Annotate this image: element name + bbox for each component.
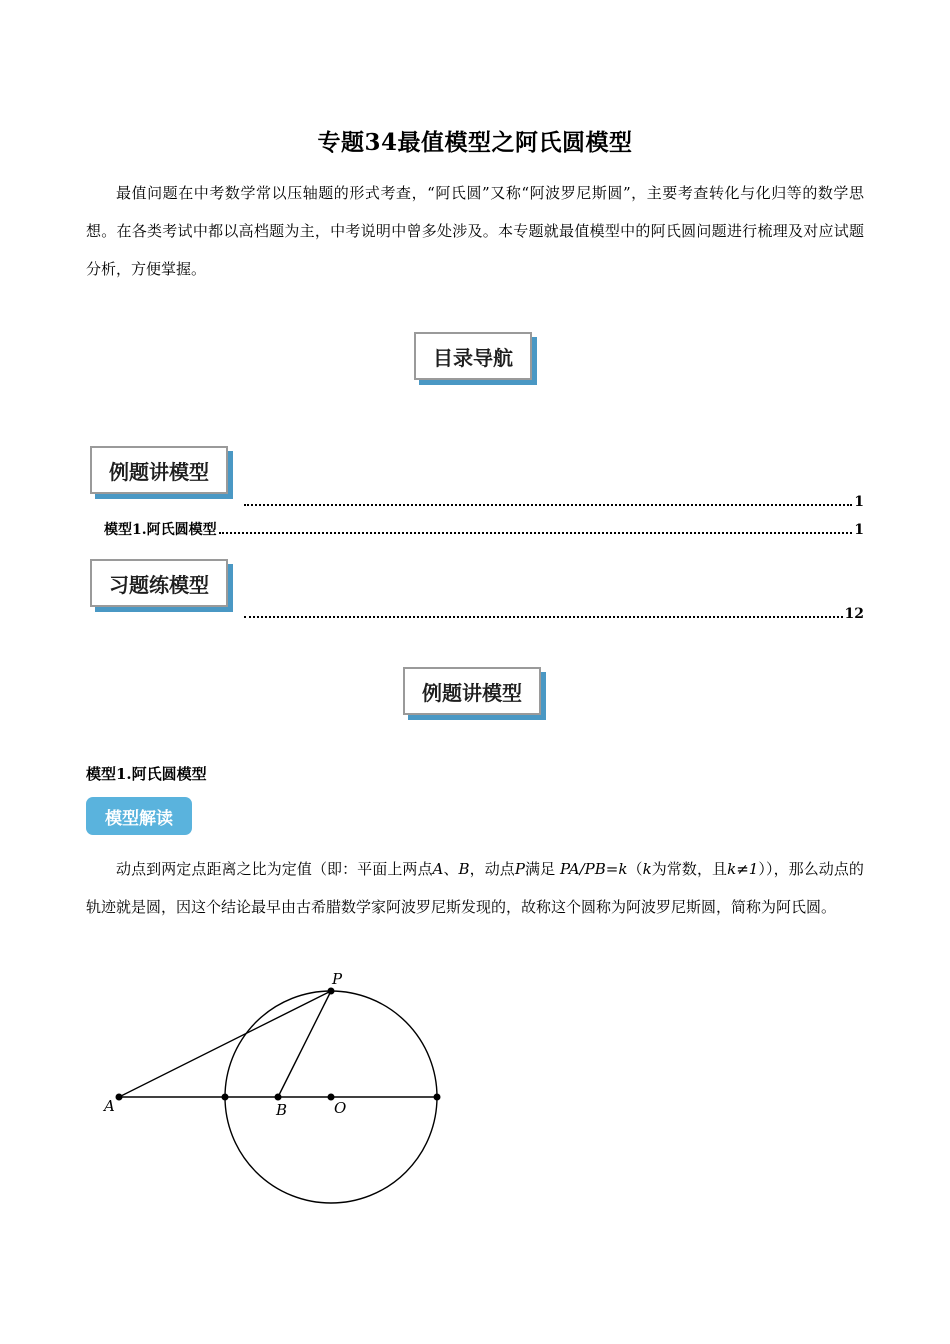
label-p: P [332, 970, 343, 988]
text-span: 为常数，且 [651, 860, 728, 878]
point-b [275, 1094, 282, 1101]
model-paragraph [86, 850, 864, 926]
var-p: P [514, 860, 525, 878]
model-interpretation-badge: 模型解读 [86, 797, 192, 835]
text-span: ）），那么动点的轨迹就是圆，因这个结论最早由古希腊数学家阿波罗尼斯发现的，故称这个圆称为阿波罗尼斯圆，简称为阿氏圆。 [86, 860, 864, 916]
toc-item-model1-text: 模型1.阿氏圆模型 [104, 522, 217, 538]
toc-leader-dots [244, 616, 843, 618]
section-example-badge: 例题讲模型 [403, 667, 541, 715]
intro-paragraph: 最值问题在中考数学常以压轴题的形式考查，“阿氏圆”又称“阿波罗尼斯圆”，主要考查转化与化归等的数学思想。在各类考试中都以高档题为主，中考说明中曾多处涉及。本专题就最值模型中的阿氏圆问题进行梳理及对应试题分析，方便掌握。 [86, 184, 864, 278]
var-a: A [432, 860, 444, 878]
toc-leader-dots [219, 532, 853, 534]
toc-section2-page: 12 [844, 606, 864, 622]
toc-section1-badge: 例题讲模型 [90, 446, 228, 494]
toc-item-model1[interactable] [104, 519, 864, 539]
ratio-formula: PA/PB=k [560, 860, 628, 878]
model-heading: 模型1.阿氏圆模型 [86, 765, 207, 783]
point-a [116, 1094, 123, 1101]
label-o: O [334, 1099, 347, 1117]
toc-section1-line[interactable] [242, 494, 864, 510]
point-p [328, 988, 335, 995]
label-a: A [104, 1097, 115, 1115]
toc-section2-badge: 习题练模型 [90, 559, 228, 607]
text-span: （ [627, 860, 643, 878]
page-title: 专题34最值模型之阿氏圆模型 [317, 129, 633, 156]
toc-section2-line[interactable] [242, 606, 864, 622]
toc-nav-label: 目录导航 [414, 332, 532, 380]
apollonius-figure [0, 960, 500, 1220]
var-b: B [458, 860, 470, 878]
condition-formula: k≠1 [727, 860, 759, 878]
text-span: ，动点 [469, 860, 515, 878]
toc-leader-dots [244, 504, 852, 506]
segment-pa [119, 991, 331, 1097]
toc-item-model1-page: 1 [854, 522, 864, 538]
point-right-intersection [434, 1094, 441, 1101]
text-span: 、 [443, 860, 459, 878]
text-span: 动点到两定点距离之比为定值（即：平面上两点 [116, 860, 433, 878]
label-b: B [276, 1101, 288, 1119]
segment-pb [278, 991, 331, 1097]
point-left-intersection [222, 1094, 229, 1101]
var-k: k [642, 860, 652, 878]
text-span: 满足 [524, 860, 556, 878]
toc-section1-page: 1 [854, 494, 864, 510]
